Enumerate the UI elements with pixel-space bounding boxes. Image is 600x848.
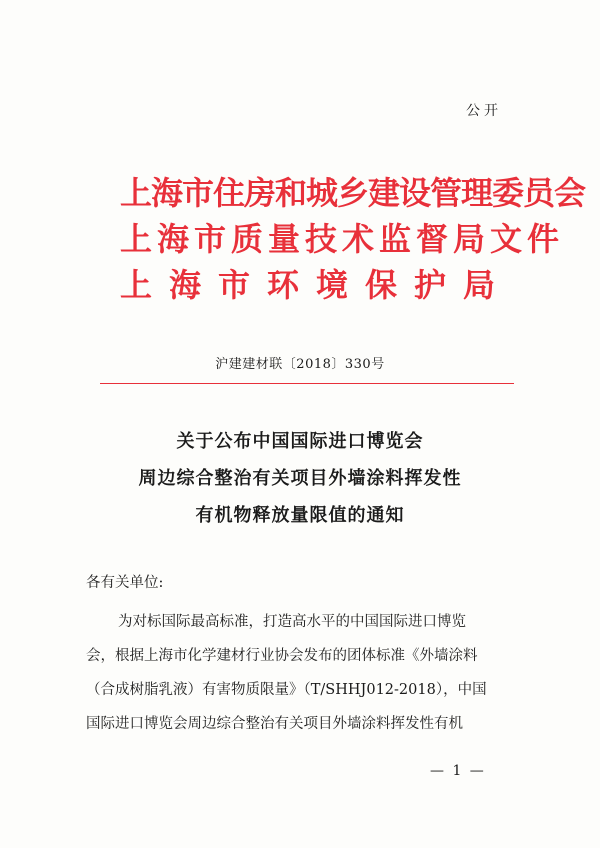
issuer-housing-commission: 上海市住房和城乡建设管理委员会 <box>120 174 586 212</box>
title-line: 关于公布中国国际进口博览会 <box>176 431 424 452</box>
body-line: 为对标国际最高标准，打造高水平的中国国际进口博览 <box>118 614 466 630</box>
issuer-environment-bureau: 上海市环境保护局 <box>120 266 513 304</box>
disclosure-label: 公开 <box>466 103 502 119</box>
document-number: 沪建建材联〔2018〕330号 <box>215 357 385 372</box>
body-line: 国际进口博览会周边综合整治有关项目外墙涂料挥发性有机 <box>86 716 463 732</box>
document-title <box>0 423 600 534</box>
letterhead <box>120 170 585 308</box>
title-line: 有机物释放量限值的通知 <box>195 505 405 526</box>
issuer-quality-bureau: 上海市质量技术监督局文件 <box>120 220 565 258</box>
body-line: （合成树脂乳液）有害物质限量》（T/SHHJ012-2018），中国 <box>86 682 487 698</box>
addressee: 各有关单位: <box>86 575 164 591</box>
letterhead-divider <box>100 383 514 384</box>
title-line: 周边综合整治有关项目外墙涂料挥发性 <box>138 468 462 489</box>
body-line: 会，根据上海市化学建材行业协会发布的团体标准《外墙涂料 <box>86 648 478 664</box>
body-paragraph <box>86 605 506 741</box>
page-number: — 1 — <box>430 763 486 779</box>
